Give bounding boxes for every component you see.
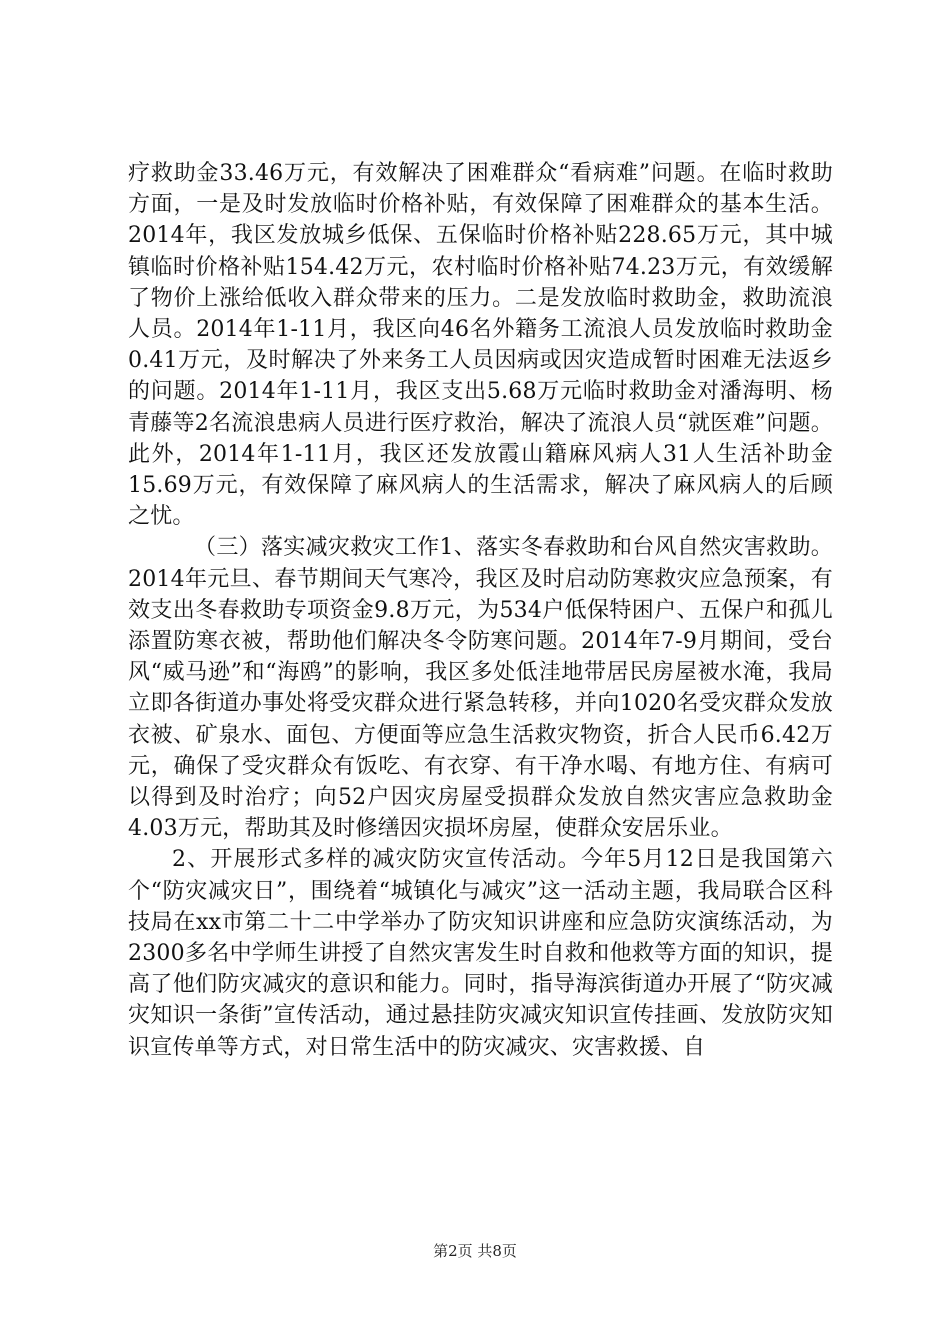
paragraph-2: （三）落实减灾救灾工作1、落实冬春救助和台风自然灾害救助。2014年元旦、春节期间天气寒冷，我区及时启动防寒救灾应急预案，有效支出冬春救助专项资金9.8万元，为534户低保特困户、五保户和孤儿添置防寒衣被，帮助他们解决冬令防寒问题。2014年7-9月期间，受台风“威马逊”和“海鸥”的影响，我区多处低洼地带居民房屋被水淹，我局立即各街道办事处将受灾群众进行紧急转移，并向1020名受灾群众发放衣被、矿泉水、面包、方便面等应急生活救灾物资，折合人民币6.42万元，确保了受灾群众有饭吃、有衣穿、有干净水喝、有地方住、有病可以得到及时治疗；向52户因灾房屋受损群众发放自然灾害应急救助金4.03万元，帮助其及时修缮因灾损坏房屋，使群众安居乐业。 (128, 535, 833, 842)
paragraph-3: 2、开展形式多样的减灾防灾宣传活动。今年5月12日是我国第六个“防灾减灾日”，围绕着“城镇化与减灾”这一活动主题，我局联合区科技局在xx市第二十二中学举办了防灾知识讲座和应急防灾演练活动，为2300多名中学师生讲授了自然灾害发生时自救和他救等方面的知识，提高了他们防灾减灾的意识和能力。同时，指导海滨街道办开展了“防灾减灾知识一条街”宣传活动，通过悬挂防灾减灾知识宣传挂画、发放防灾知识宣传单等方式，对日常生活中的防灾减灾、灾害救援、自 (128, 847, 833, 1060)
paragraph-1: 疗救助金33.46万元，有效解决了困难群众“看病难”问题。在临时救助方面，一是及时发放临时价格补贴，有效保障了困难群众的基本生活。2014年，我区发放城乡低保、五保临时价格补贴228.65万元，其中城镇临时价格补贴154.42万元，农村临时价格补贴74.23万元，有效缓解了物价上涨给低收入群众带来的压力。二是发放临时救助金，救助流浪人员。2014年1-11月，我区向46名外籍务工流浪人员发放临时救助金0.41万元，及时解决了外来务工人员因病或因灾造成暂时困难无法返乡的问题。2014年1-11月，我区支出5.68万元临时救助金对潘海明、杨青藤等2名流浪患病人员进行医疗救治，解决了流浪人员“就医难”问题。此外，2014年1-11月，我区还发放霞山籍麻风病人31人生活补助金15.69万元，有效保障了麻风病人的生活需求，解决了麻风病人的后顾之忧。 (128, 161, 833, 530)
body-text (128, 158, 833, 1063)
page-footer: 第2页 共8页 (433, 1242, 517, 1260)
